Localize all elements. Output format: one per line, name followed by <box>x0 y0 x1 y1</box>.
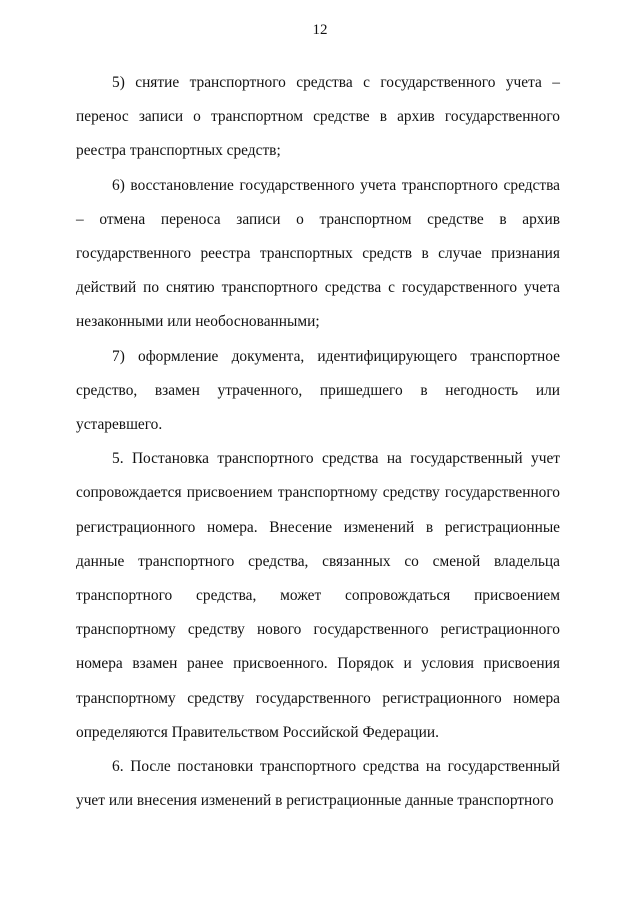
page-number: 12 <box>312 22 328 38</box>
paragraph-item-5: 5) снятие транспортного средства с государственного учета – перенос записи о транспортном средстве в архив государственного реестра транспортных средств; <box>76 74 560 160</box>
paragraph-item-7: 7) оформление документа, идентифицирующего транспортное средство, взамен утраченного, пришедшего в негодность или устаревшего. <box>76 347 560 434</box>
paragraph-section-6: 6. После постановки транспортного средства на государственный учет или внесения изменений в регистрационные данные транспортного <box>76 758 560 810</box>
document-body <box>76 66 560 818</box>
paragraph-section-5: 5. Постановка транспортного средства на государственный учет сопровождается присвоением транспортному средству государственного регистрационного номера. Внесение изменений в регистрационные данные транспортного средства, связанных со сменой владельца транспортного средства, может сопровождаться присвоением транспортному средству нового государственного регистрационного номера взамен ранее присвоенного. Порядок и условия присвоения транспортному средству государственного регистрационного номера определяются Правительством Российской Федерации. <box>76 450 560 741</box>
paragraph-item-6: 6) восстановление государственного учета транспортного средства – отмена переноса записи о транспортном средстве в архив государственного реестра транспортных средств в случае признания действий по снятию транспортного средства с государственного учета незаконными или необоснованными; <box>76 176 560 331</box>
